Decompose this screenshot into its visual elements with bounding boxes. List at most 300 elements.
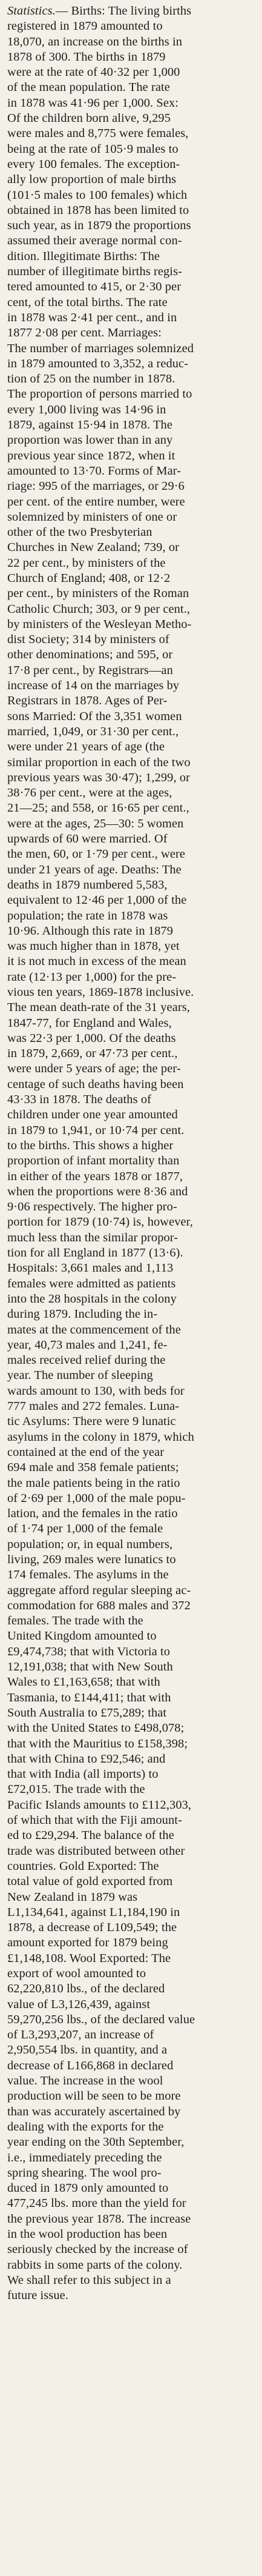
article-line <box>7 1905 256 1920</box>
article-line-text: during 1879. Including the in- <box>7 1307 158 1321</box>
article-line <box>7 724 256 739</box>
article-line <box>7 50 256 65</box>
article-line <box>7 1491 256 1506</box>
article-line-text: living, 269 males were lunatics to <box>7 1552 176 1566</box>
article-line <box>7 80 256 95</box>
article-line-text: males received relief during the <box>7 1353 166 1367</box>
article-line <box>7 1675 256 1690</box>
article-line <box>7 1521 256 1537</box>
article-line-text: dition. Illegitimate Births: The <box>7 249 160 263</box>
article-line-text: year ending on the 30th September, <box>7 2135 185 2149</box>
article-line-text: commodation for 688 males and 372 <box>7 1598 191 1612</box>
article-line <box>7 418 256 433</box>
article-line-text: Wales to £1,163,658; that with <box>7 1675 160 1689</box>
article-line <box>7 2104 256 2120</box>
article-line <box>7 1706 256 1721</box>
article-line <box>7 1338 256 1353</box>
article-line-text: proportion of infant mortality than <box>7 1154 180 1168</box>
article-line-text: sons Married: Of the 3,351 women <box>7 709 182 723</box>
article-line-text: contained at the end of the year <box>7 1445 165 1459</box>
article-line-text: tic Asylums: There were 9 lunatic <box>7 1415 176 1429</box>
article-line-text: i.e., immediately preceding the <box>7 2151 162 2164</box>
article-line-text: riage: 995 of the marriages, or 29·6 <box>7 479 185 493</box>
article-line-text: that with India (all imports) to <box>7 1767 159 1781</box>
article-line-text: 9·06 respectively. The higher pro- <box>7 1200 177 1214</box>
article-line <box>7 172 256 187</box>
article-line <box>7 356 256 372</box>
article-line <box>7 1890 256 1905</box>
article-line <box>7 709 256 724</box>
article-line-text: The proportion of persons married to <box>7 387 192 401</box>
article-line <box>7 1031 256 1046</box>
article-line <box>7 126 256 141</box>
article-line <box>7 1107 256 1123</box>
article-line-text: aggregate afford regular sleeping ac- <box>7 1583 191 1597</box>
article-line <box>7 1016 256 1031</box>
article-line-text: We shall refer to this subject in a <box>7 2273 171 2287</box>
article-line-text: of 2·69 per 1,000 of the male popu- <box>7 1491 186 1505</box>
article-line-text: portion for 1879 (10·74) is, however, <box>7 1215 193 1229</box>
article-line <box>7 387 256 402</box>
article-line <box>7 525 256 540</box>
article-line-text: rabbits in some parts of the colony. <box>7 2258 183 2272</box>
article-line-text: of L3,293,207, an increase of <box>7 2028 154 2042</box>
article-line <box>7 632 256 647</box>
article-line-text: value. The increase in the wool <box>7 2074 163 2088</box>
article-line <box>7 2089 256 2104</box>
article-line <box>7 464 256 479</box>
article-line-text: 12,191,038; that with New South <box>7 1660 173 1674</box>
article-line-text: Churches in New Zealand; 739, or <box>7 541 180 555</box>
article-line-text: 21—25; and 558, or 16·65 per cent., <box>7 801 189 815</box>
article-line-text: 477,245 lbs. more than the yield for <box>7 2197 186 2211</box>
article-line-text: of 1·74 per 1,000 of the female <box>7 1522 163 1536</box>
article-line <box>7 1153 256 1169</box>
article-line-text: obtained in 1878 has been limited to <box>7 203 189 217</box>
article-line-text: 18,070, an increase on the births in <box>7 35 182 48</box>
article-line-text: it is not much in excess of the mean <box>7 955 186 969</box>
article-line <box>7 449 256 464</box>
article-line <box>7 1368 256 1383</box>
article-column <box>7 4 256 2304</box>
article-line-text: duced in 1879 only amounted to <box>7 2181 169 2195</box>
article-line-text: 1879, against 15·94 in 1878. The <box>7 418 172 432</box>
article-line-text: deaths in 1879 numbered 5,583, <box>7 878 168 892</box>
article-line-text: being at the rate of 105·9 males to <box>7 142 178 156</box>
article-line <box>7 2258 256 2273</box>
article-line <box>7 663 256 678</box>
article-line <box>7 310 256 325</box>
article-line-text: centage of such deaths having been <box>7 1077 184 1091</box>
article-line <box>7 1583 256 1598</box>
article-line <box>7 1169 256 1184</box>
article-line-text: were under 21 years of age (the <box>7 740 165 754</box>
article-line <box>7 295 256 310</box>
article-line <box>7 2196 256 2211</box>
article-line-text: tion of 25 on the number in 1878. <box>7 372 175 386</box>
article-line <box>7 1399 256 1414</box>
article-line <box>7 1537 256 1552</box>
article-line-text: year. The number of sleeping <box>7 1369 153 1383</box>
article-line <box>7 647 256 662</box>
article-line <box>7 801 256 816</box>
article-line <box>7 372 256 387</box>
article-line-text: other of the two Presbyterian <box>7 526 152 539</box>
article-line <box>7 1874 256 1889</box>
article-line-text: were under 5 years of age; the per- <box>7 1062 181 1076</box>
article-line-text: increase of 14 on the marriages by <box>7 679 180 693</box>
article-line-text: every 1,000 living was 14·96 in <box>7 402 166 416</box>
article-line-text: — Births: The living births <box>55 4 192 18</box>
article-line <box>7 970 256 985</box>
article-line-text: Hospitals: 3,661 males and 1,113 <box>7 1261 174 1275</box>
article-line-text: of the mean population. The rate <box>7 81 170 95</box>
article-line-text: assumed their average normal con- <box>7 234 182 248</box>
article-line <box>7 2074 256 2089</box>
article-line <box>7 433 256 448</box>
article-line-text: export of wool amounted to <box>7 1967 146 1980</box>
article-line-text: that with China to £92,546; and <box>7 1752 166 1766</box>
article-line <box>7 2227 256 2242</box>
article-line-text: 694 male and 358 female patients; <box>7 1461 179 1475</box>
article-line <box>7 1737 256 1752</box>
article-line <box>7 847 256 862</box>
article-line-text: in 1879 amounted to 3,352, a reduc- <box>7 356 189 370</box>
article-line <box>7 233 256 249</box>
article-line-text: the men, 60, or 1·79 per cent., were <box>7 847 186 861</box>
article-line <box>7 1844 256 1859</box>
article-line-text: year, 40,73 males and 1,241, fe- <box>7 1338 168 1352</box>
article-line <box>7 1966 256 1981</box>
article-line <box>7 985 256 1000</box>
article-line-text: number of illegitimate births regis- <box>7 265 182 279</box>
article-line <box>7 1506 256 1521</box>
article-line-text: of which that with the Fiji amount- <box>7 1814 182 1827</box>
article-line <box>7 1460 256 1475</box>
article-line-text: South Australia to £75,289; that <box>7 1706 167 1720</box>
article-line <box>7 1721 256 1736</box>
article-heading: Statistics. <box>7 4 56 18</box>
article-line-text: 1878 of 300. The births in 1879 <box>7 50 166 64</box>
article-line <box>7 249 256 264</box>
article-line-text: L1,134,641, against L1,184,190 in <box>7 1905 180 1919</box>
article-line <box>7 1077 256 1092</box>
article-line-text: the previous year 1878. The increase <box>7 2212 191 2226</box>
article-line <box>7 863 256 878</box>
article-line <box>7 816 256 832</box>
article-line-text: other denominations; and 595, or <box>7 648 173 662</box>
article-line-text: The mean death-rate of the 31 years, <box>7 1001 190 1015</box>
article-line <box>7 2242 256 2257</box>
article-line <box>7 678 256 693</box>
article-line <box>7 1000 256 1015</box>
article-line <box>7 1859 256 1874</box>
article-line <box>7 909 256 924</box>
article-line <box>7 2043 256 2058</box>
article-line-text: amounted to 13·70. Forms of Mar- <box>7 464 182 478</box>
article-line <box>7 510 256 525</box>
article-line-text: 22 per cent., by ministers of the <box>7 556 166 570</box>
article-line <box>7 2027 256 2043</box>
article-line-text: were males and 8,775 were females, <box>7 127 189 141</box>
article-line-text: 62,220,810 lbs., of the declared <box>7 1982 165 1996</box>
article-line <box>7 479 256 494</box>
article-line-text: was much higher than in 1878, yet <box>7 939 180 953</box>
article-line-text: Catholic Church; 303, or 9 per cent., <box>7 602 191 616</box>
article-line <box>7 1567 256 1583</box>
article-line-text: equivalent to 12·46 per 1,000 of the <box>7 893 187 907</box>
article-line-text: trade was distributed between other <box>7 1844 185 1858</box>
article-line-text: with the United States to £498,078; <box>7 1721 185 1735</box>
article-line <box>7 1828 256 1843</box>
article-line <box>7 1660 256 1675</box>
article-line-text: Church of England; 408, or 12·2 <box>7 571 171 585</box>
article-line <box>7 2166 256 2181</box>
article-line-text: seriously checked by the increase of <box>7 2243 188 2257</box>
article-line <box>7 617 256 632</box>
article-line-text: by ministers of the Wesleyan Metho- <box>7 617 192 631</box>
article-line <box>7 1813 256 1828</box>
article-line <box>7 770 256 786</box>
article-line <box>7 341 256 356</box>
article-line-text: solemnized by ministers of one or <box>7 510 177 524</box>
article-line <box>7 602 256 617</box>
article-line <box>7 203 256 218</box>
article-line <box>7 1613 256 1629</box>
article-line-text: rate (12·13 per 1,000) for the pre- <box>7 970 177 984</box>
article-line <box>7 1920 256 1935</box>
article-line <box>7 832 256 847</box>
article-line-text: countries. Gold Exported: The <box>7 1859 159 1873</box>
article-line-text: much less than the similar propor- <box>7 1230 178 1244</box>
article-line <box>7 402 256 418</box>
article-line <box>7 1276 256 1292</box>
article-line <box>7 2012 256 2027</box>
article-line-text: in either of the years 1878 or 1877, <box>7 1169 183 1183</box>
article-line <box>7 540 256 555</box>
article-line <box>7 19 256 34</box>
article-line <box>7 1935 256 1950</box>
article-line <box>7 1123 256 1138</box>
article-line <box>7 325 256 341</box>
article-line <box>7 1690 256 1706</box>
article-line-text: decrease of L166,868 in declared <box>7 2058 174 2072</box>
article-line <box>7 1215 256 1230</box>
article-line-text: upwards of 60 were married. Of <box>7 832 168 846</box>
article-line-text: per cent. of the entire number, were <box>7 495 185 509</box>
article-line-text: to the births. This shows a higher <box>7 1138 174 1152</box>
article-line <box>7 157 256 172</box>
article-line <box>7 1414 256 1429</box>
article-line-text: females were admitted as patients <box>7 1276 176 1290</box>
article-line <box>7 1246 256 1261</box>
article-line <box>7 1997 256 2012</box>
article-line <box>7 1230 256 1246</box>
article-line <box>7 1430 256 1445</box>
article-line-text: under 21 years of age. Deaths: The <box>7 863 182 876</box>
article-line-text: in 1878 was 41·96 per 1,000. Sex: <box>7 96 179 110</box>
article-line <box>7 2288 256 2303</box>
article-line-text: 59,270,256 lbs., of the declared value <box>7 2012 195 2026</box>
article-line <box>7 1951 256 1966</box>
article-line <box>7 1261 256 1276</box>
article-line <box>7 2135 256 2150</box>
article-line-text: females. The trade with the <box>7 1614 143 1628</box>
article-line-text: into the 28 hospitals in the colony <box>7 1292 177 1306</box>
article-line <box>7 188 256 203</box>
article-line <box>7 755 256 770</box>
article-line-text: New Zealand in 1879 was <box>7 1890 138 1904</box>
article-line <box>7 954 256 969</box>
article-line-text: previous year since 1872, when it <box>7 449 175 462</box>
article-line-text: Of the children born alive, 9,295 <box>7 112 171 125</box>
article-line <box>7 1782 256 1797</box>
article-line <box>7 1476 256 1491</box>
article-line <box>7 556 256 571</box>
article-line-text: total value of gold exported from <box>7 1875 173 1889</box>
article-line-text: 38·76 per cent., were at the ages, <box>7 786 172 800</box>
article-line <box>7 1307 256 1322</box>
article-line <box>7 1798 256 1813</box>
article-line-text: 1847-77, for England and Wales, <box>7 1016 172 1030</box>
article-line <box>7 1184 256 1200</box>
article-line-text: in 1879 to 1,941, or 10·74 per cent. <box>7 1123 185 1137</box>
article-line-text: spring shearing. The wool pro- <box>7 2166 162 2180</box>
article-line-text: was 22·3 per 1,000. Of the deaths <box>7 1031 176 1045</box>
article-line-text: tered amounted to 415, or 2·30 per <box>7 280 182 294</box>
article-line-text: 17·8 per cent., by Registrars—an <box>7 663 173 677</box>
article-line-text: wards amount to 130, with beds for <box>7 1384 185 1398</box>
article-line <box>7 142 256 157</box>
article-line <box>7 495 256 510</box>
article-line <box>7 1353 256 1368</box>
article-line-text: 43·33 in 1878. The deaths of <box>7 1093 152 1107</box>
article-line-text: £72,015. The trade with the <box>7 1783 145 1797</box>
article-line-text: Pacific Islands amounts to £112,303, <box>7 1798 192 1812</box>
article-line-text: 1877 2·08 per cent. Marriages: <box>7 326 162 340</box>
article-line-text: 10·96. Although this rate in 1879 <box>7 924 174 938</box>
article-line-text: Tasmania, to £144,411; that with <box>7 1690 171 1704</box>
article-line-text: ally low proportion of male births <box>7 173 177 187</box>
article-line <box>7 1752 256 1767</box>
article-line <box>7 1138 256 1153</box>
article-line-text: than was accurately ascertained by <box>7 2104 181 2118</box>
article-line <box>7 1061 256 1076</box>
article-line-text: The number of marriages solemnized <box>7 341 194 355</box>
article-line-text: cent, of the total births. The rate <box>7 295 168 309</box>
article-line <box>7 1046 256 1061</box>
article-line-text: mates at the commencement of the <box>7 1323 181 1336</box>
article-line-text: in 1878 was 2·41 per cent., and in <box>7 310 177 324</box>
article-line-text: United Kingdom amounted to <box>7 1629 157 1643</box>
article-line <box>7 786 256 801</box>
article-line-text: dealing with the exports for the <box>7 2120 164 2134</box>
article-line <box>7 1292 256 1307</box>
article-line-text: production will be seen to be more <box>7 2089 181 2103</box>
article-line-text: asylums in the colony in 1879, which <box>7 1430 194 1444</box>
article-line <box>7 35 256 50</box>
article-line-text: dist Society; 314 by ministers of <box>7 633 169 647</box>
article-line-text: ed to £29,294. The balance of the <box>7 1829 174 1843</box>
article-line <box>7 1323 256 1338</box>
article-line <box>7 2273 256 2288</box>
article-line <box>7 571 256 586</box>
article-line <box>7 1644 256 1660</box>
article-line <box>7 65 256 80</box>
article-line-text: in the wool production has been <box>7 2227 168 2241</box>
article-line <box>7 1629 256 1644</box>
article-line-text: lation, and the females in the ratio <box>7 1507 178 1521</box>
article-line-text: the male patients being in the ratio <box>7 1476 180 1490</box>
article-line-text: were at the rate of 40·32 per 1,000 <box>7 65 180 79</box>
article-line-text: proportion was lower than in any <box>7 433 173 447</box>
article-line-text: future issue. <box>7 2289 68 2303</box>
article-line <box>7 739 256 755</box>
article-line-text: value of L3,126,439, against <box>7 1997 151 2011</box>
article-line-text: such year, as in 1879 the proportions <box>7 219 191 233</box>
article-line <box>7 1767 256 1782</box>
article-line-text: vious ten years, 1869-1878 inclusive. <box>7 986 194 999</box>
article-line <box>7 893 256 908</box>
article-line <box>7 1384 256 1399</box>
article-line-text: 174 females. The asylums in the <box>7 1568 169 1582</box>
article-line-text: 777 males and 272 females. Luna- <box>7 1400 180 1413</box>
article-line-text: £1,148,108. Wool Exported: The <box>7 1951 171 1965</box>
article-line <box>7 1445 256 1460</box>
article-line <box>7 111 256 126</box>
article-line-text: were at the ages, 25—30: 5 women <box>7 816 184 830</box>
article-line <box>7 279 256 295</box>
article-line <box>7 586 256 601</box>
article-line-text: 2,950,554 lbs. in quantity, and a <box>7 2043 168 2057</box>
article-line-text: amount exported for 1879 being <box>7 1936 168 1950</box>
article-line-text: every 100 females. The exception- <box>7 157 180 171</box>
article-line <box>7 924 256 939</box>
article-line <box>7 4 256 19</box>
article-line <box>7 2151 256 2166</box>
article-line-text: children under one year amounted <box>7 1108 178 1122</box>
article-line-text: similar proportion in each of the two <box>7 755 191 769</box>
article-line <box>7 96 256 111</box>
article-line-text: 1878, a decrease of L109,549; the <box>7 1921 177 1935</box>
article-line <box>7 2212 256 2227</box>
article-line <box>7 878 256 893</box>
article-line <box>7 939 256 954</box>
article-line-text: when the proportions were 8·36 and <box>7 1184 188 1198</box>
article-line <box>7 1598 256 1613</box>
article-line <box>7 264 256 279</box>
article-line <box>7 1981 256 1997</box>
article-line <box>7 2120 256 2135</box>
article-line <box>7 218 256 233</box>
article-line-text: tion for all England in 1877 (13·6). <box>7 1246 183 1260</box>
article-line-text: population; or, in equal numbers, <box>7 1537 173 1551</box>
article-line <box>7 1552 256 1567</box>
article-line <box>7 2181 256 2196</box>
article-line-text: population; the rate in 1878 was <box>7 909 168 923</box>
article-line-text: in 1879, 2,669, or 47·73 per cent., <box>7 1047 178 1061</box>
article-line-text: previous years was 30·47); 1,299, or <box>7 770 191 784</box>
article-line-text: £9,474,738; that with Victoria to <box>7 1644 171 1658</box>
article-line <box>7 1092 256 1107</box>
article-line-text: (101·5 males to 100 females) which <box>7 188 188 202</box>
article-line-text: per cent., by ministers of the Roman <box>7 587 189 601</box>
article-line-text: married, 1,049, or 31·30 per cent., <box>7 724 179 738</box>
article-line-text: Registrars in 1878. Ages of Per- <box>7 694 168 708</box>
article-line <box>7 1200 256 1215</box>
article-line <box>7 693 256 709</box>
article-line-text: registered in 1879 amounted to <box>7 19 163 33</box>
